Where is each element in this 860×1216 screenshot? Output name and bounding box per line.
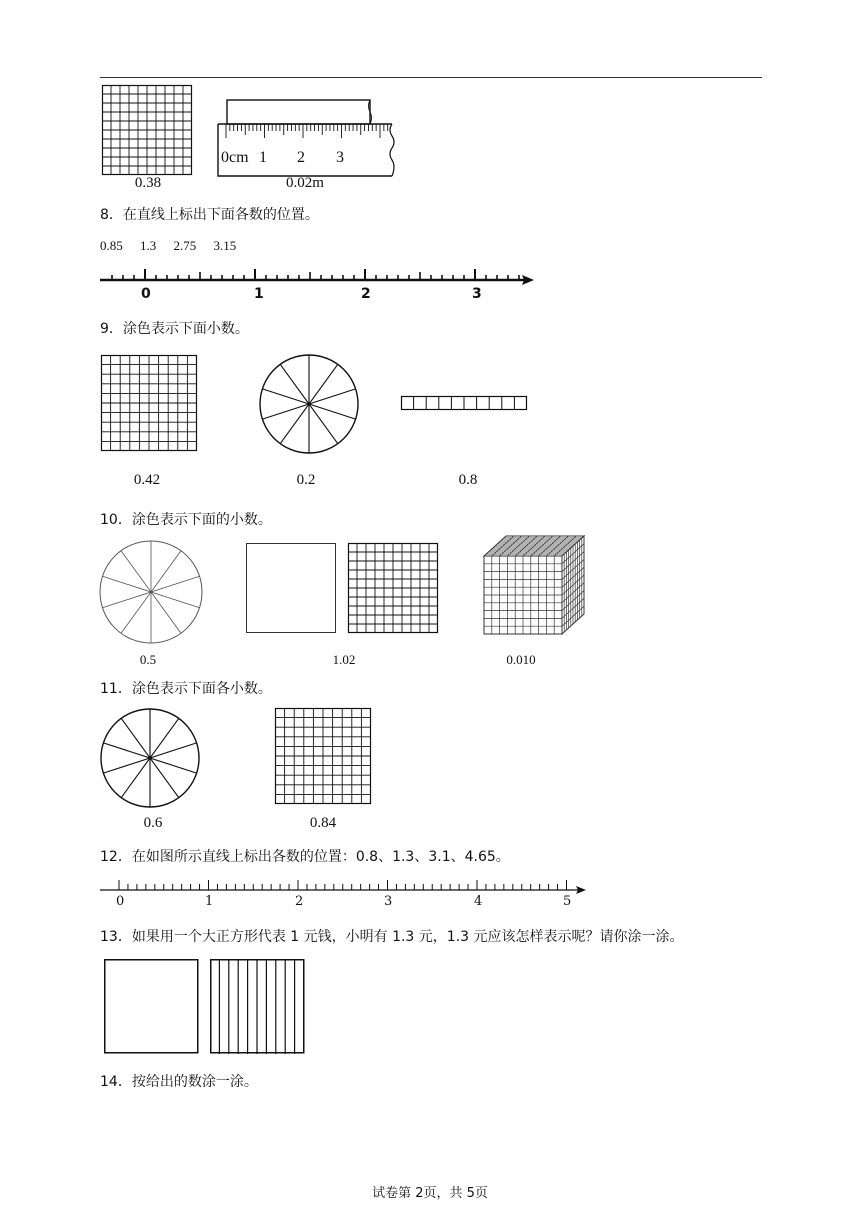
q9-label-2: 0.8 xyxy=(458,472,478,488)
nl12-label-3: 3 xyxy=(384,894,393,909)
question-13: 13．如果用一个大正方形代表 1 元钱，小明有 1.3 元，1.3 元应该怎样表示呢？请你涂一涂。 xyxy=(100,929,684,945)
page-footer: 试卷第 2页，共 5页 xyxy=(372,1186,488,1201)
ruler-figure xyxy=(218,100,398,180)
grid-10x10-top xyxy=(102,85,192,175)
q8-number: 2.75 xyxy=(173,238,197,253)
grid-10x10-q10 xyxy=(348,543,438,633)
ruler-mark-2: 2 xyxy=(297,149,305,166)
ruler-mark-3: 3 xyxy=(336,149,344,166)
grid-10x10-q11 xyxy=(275,708,371,804)
q8-numbers xyxy=(100,238,250,254)
circle-10-sectors-q9 xyxy=(259,354,359,454)
nl8-label-2: 2 xyxy=(361,286,371,302)
question-9: 9．涂色表示下面小数。 xyxy=(100,321,249,337)
number-line-q12 xyxy=(100,876,590,896)
header-rule xyxy=(100,77,762,78)
cube-grid-q10 xyxy=(484,534,584,636)
q11-label-1: 0.84 xyxy=(309,815,337,831)
q9-label-0: 0.42 xyxy=(133,472,161,488)
question-12: 12．在如图所示直线上标出各数的位置：0.8、1.3、3.1、4.65。 xyxy=(100,849,510,865)
question-8: 8．在直线上标出下面各数的位置。 xyxy=(100,207,319,223)
square-q10 xyxy=(246,543,336,633)
q11-label-0: 0.6 xyxy=(143,815,163,831)
ruler-mark-1: 1 xyxy=(259,149,267,166)
ruler-mark-0cm: 0cm xyxy=(221,149,249,166)
nl12-label-2: 2 xyxy=(295,894,304,909)
strip-10-q9 xyxy=(401,396,527,410)
q10-label-2: 0.010 xyxy=(506,652,536,667)
nl12-label-4: 4 xyxy=(474,894,483,909)
nl12-label-1: 1 xyxy=(205,894,214,909)
circle-10-sectors-q11 xyxy=(100,708,200,808)
q10-label-1: 1.02 xyxy=(332,652,356,667)
square-q13 xyxy=(104,959,199,1054)
ruler-label: 0.02m xyxy=(286,175,324,191)
nl12-label-5: 5 xyxy=(563,894,572,909)
question-11: 11．涂色表示下面各小数。 xyxy=(100,681,272,697)
grid-label-top: 0.38 xyxy=(134,175,162,191)
nl8-label-3: 3 xyxy=(472,286,482,302)
q10-label-0: 0.5 xyxy=(139,652,157,667)
q9-label-1: 0.2 xyxy=(296,472,316,488)
nl8-label-0: 0 xyxy=(141,286,151,302)
grid-10x10-q9 xyxy=(101,355,197,451)
q8-number: 3.15 xyxy=(213,238,237,253)
nl12-label-0: 0 xyxy=(116,894,125,909)
question-14: 14．按给出的数涂一涂。 xyxy=(100,1074,258,1090)
vertical-strips-q13 xyxy=(210,959,305,1054)
question-10: 10．涂色表示下面的小数。 xyxy=(100,512,272,528)
nl8-label-1: 1 xyxy=(254,286,264,302)
q8-number: 1.3 xyxy=(140,238,157,253)
number-line-q8 xyxy=(100,266,540,286)
circle-10-sectors-q10 xyxy=(99,540,203,644)
q8-number: 0.85 xyxy=(100,238,123,253)
